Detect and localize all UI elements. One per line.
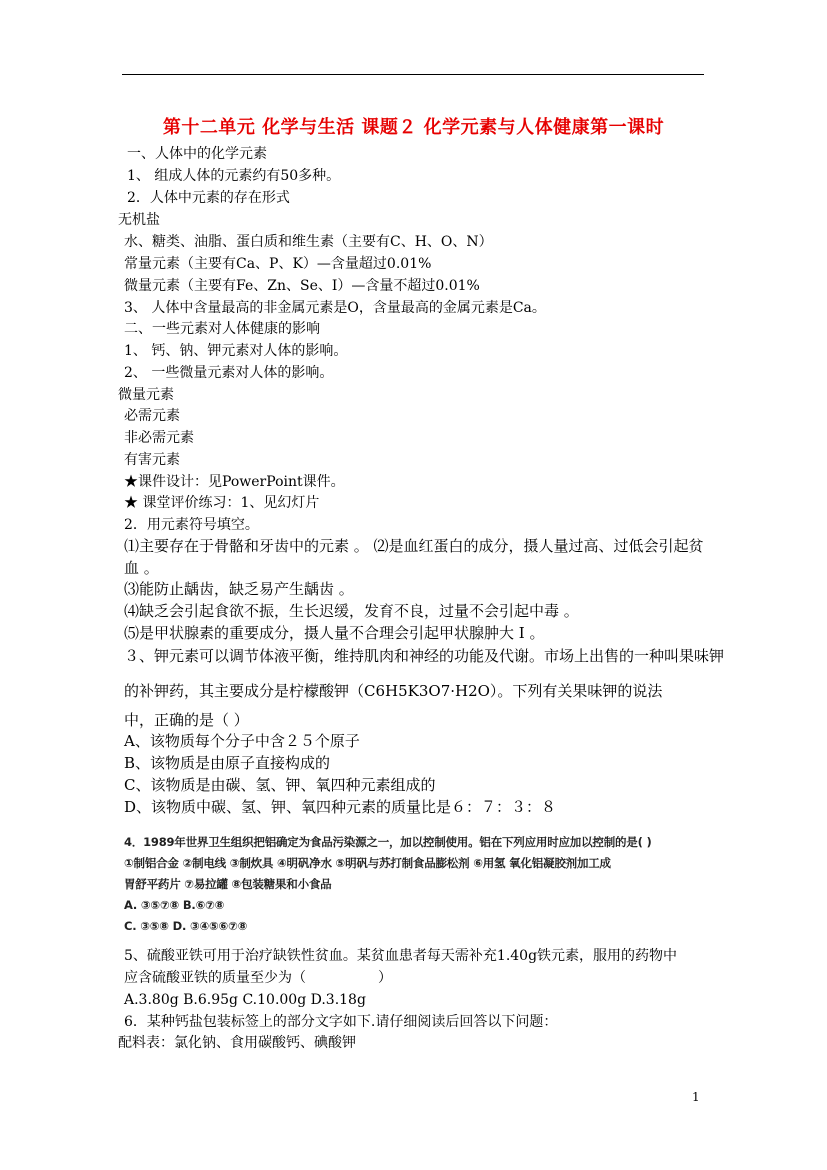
text-line: 微量元素 [118,387,174,403]
closing-paren: ） [378,970,392,986]
text-line: 常量元素（主要有Ca、P、K）—含量超过0.01% [124,256,432,272]
scanned-question-line: 胃舒平药片 ⑦易拉罐 ⑧包装糖果和小食品 [124,877,332,891]
scanned-choice-line: A. ③⑤⑦⑧ B.⑥⑦⑧ [124,898,225,912]
choice-a: A、该物质每个分子中含２５个原子 [124,732,360,750]
page-number: 1 [692,1090,700,1104]
choice-c: C、该物质是由碳、氢、钾、氧四种元素组成的 [124,776,436,794]
text-line: 的补钾药，其主要成分是柠檬酸钾（C6H5K3O7·H2O）。下列有关果味钾的说法 [124,682,663,700]
text-line: 2．用元素符号填空。 [124,517,259,533]
text-line: 6．某种钙盐包装标签上的部分文字如下.请仔细阅读后回答以下问题： [124,1014,558,1030]
question-stem: 应含硫酸亚铁的质量至少为（ [124,970,306,986]
page-title: 第十二单元 化学与生活 课题２ 化学元素与人体健康第一课时 [162,117,665,138]
text-line: 2、 一些微量元素对人体的影响。 [124,365,334,381]
scanned-question-line: ①制铝合金 ②制电线 ③制炊具 ④明矾净水 ⑤明矾与苏打制食品膨松剂 ⑥用氢 氧化铝凝胶剂加工成 [124,856,611,870]
text-line: 无机盐 [118,212,160,228]
text-line [124,969,392,987]
text-line: 血 。 [124,559,159,577]
text-line: 3、 人体中含量最高的非金属元素是O，含量最高的金属元素是Ca。 [124,300,546,316]
text-line: 微量元素（主要有Fe、Zn、Se、I）—含量不超过0.01% [124,278,480,294]
text-line: ⑸是甲状腺素的重要成分，摄人量不合理会引起甲状腺肿大 I 。 [124,624,545,642]
text-line: ★ 课堂评价练习：1、见幻灯片 [124,495,320,511]
text-line: 1、 钙、钠、钾元素对人体的影响。 [124,343,348,359]
text-line: 1、 组成人体的元素约有50多种。 [127,168,341,184]
scanned-question-line: 4．1989年世界卫生组织把铝确定为食品污染源之一，加以控制使用。铝在下列应用时应加以控制的是( ) [124,835,652,849]
text-line: 2．人体中元素的存在形式 [127,190,290,206]
section-heading-2: 二、一些元素对人体健康的影响 [124,321,320,337]
text-line: 必需元素 [124,408,180,424]
text-line: 中，正确的是（ ） [124,711,249,729]
text-line: 5、硫酸亚铁可用于治疗缺铁性贫血。某贫血患者每天需补充1.40g铁元素，服用的药物中 [124,948,678,964]
choice-d: D、该物质中碳、氢、钾、氧四种元素的质量比是６：７：３：８ [124,798,557,816]
text-line: 配料表：氯化钠、食用碳酸钙、碘酸钾 [118,1035,356,1051]
text-line: ★课件设计：见PowerPoint课件。 [124,474,345,490]
scanned-choice-line: C. ③⑤⑧ D. ③④⑤⑥⑦⑧ [124,919,248,933]
text-line: ⑷缺乏会引起食欲不振，生长迟缓，发育不良，过量不会引起中毒 。 [124,602,579,620]
text-line: 非必需元素 [124,430,194,446]
header-rule [122,74,704,75]
choice-b: B、该物质是由原子直接构成的 [124,754,331,772]
text-line: 水、糖类、油脂、蛋白质和维生素（主要有C、H、O、N） [124,234,493,250]
section-heading-1: 一、人体中的化学元素 [127,146,267,162]
text-line: ⑴主要存在于骨骼和牙齿中的元素 。 ⑵是血红蛋白的成分，摄人量过高、过低会引起贫 [124,537,704,555]
text-line: A.3.80g B.6.95g C.10.00g D.3.18g [124,992,366,1008]
text-line: ⑶能防止龋齿，缺乏易产生龋齿 。 [124,580,354,598]
text-line: 有害元素 [124,452,180,468]
text-line: ３、钾元素可以调节体液平衡，维持肌肉和神经的功能及代谢。市场上出售的一种叫果味钾 [124,647,725,665]
